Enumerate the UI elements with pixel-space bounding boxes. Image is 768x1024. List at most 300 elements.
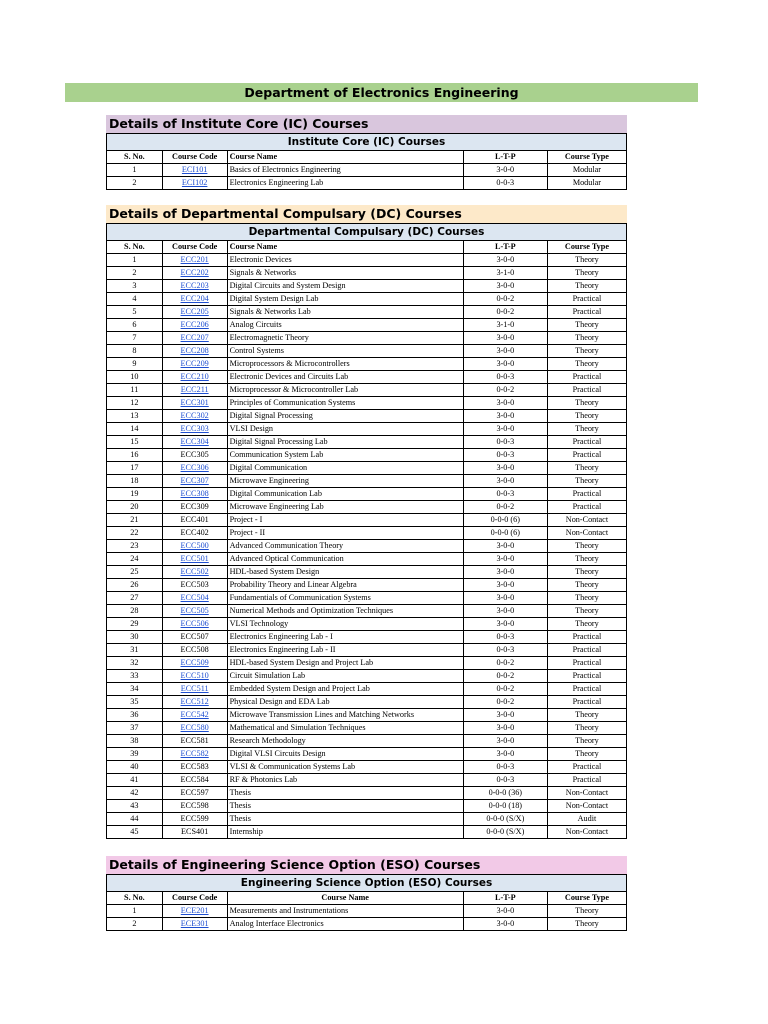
course-name-cell: Numerical Methods and Optimization Techniques [227, 605, 463, 618]
course-type-cell: Non-Contact [547, 787, 626, 800]
table-row [107, 905, 627, 918]
course-name-cell: Research Methodology [227, 735, 463, 748]
ic-rows [107, 164, 627, 190]
course-name-cell: Internship [227, 826, 463, 839]
course-code-cell [162, 918, 227, 931]
course-type-cell: Practical [547, 683, 626, 696]
ic-table-title: Institute Core (IC) Courses [107, 134, 627, 151]
course-code-link[interactable]: ECC501 [180, 554, 209, 563]
course-name-cell: RF & Photonics Lab [227, 774, 463, 787]
serial-number-cell: 31 [107, 644, 163, 657]
course-code-link[interactable]: ECC505 [180, 606, 209, 615]
course-type-cell: Practical [547, 644, 626, 657]
course-code-cell: ECC599 [162, 813, 227, 826]
table-row [107, 332, 627, 345]
course-code-cell [162, 657, 227, 670]
serial-number-cell: 32 [107, 657, 163, 670]
course-code-link[interactable]: ECC209 [180, 359, 209, 368]
table-row [107, 670, 627, 683]
course-code-cell [162, 462, 227, 475]
course-code-link[interactable]: ECE301 [180, 919, 209, 928]
ltp-cell: 3-1-0 [463, 319, 547, 332]
course-code-link[interactable]: ECC208 [180, 346, 209, 355]
course-type-cell: Theory [547, 319, 626, 332]
table-row [107, 358, 627, 371]
course-code-link[interactable]: ECC205 [180, 307, 209, 316]
course-code-link[interactable]: ECC308 [180, 489, 209, 498]
course-code-link[interactable]: ECC207 [180, 333, 209, 342]
eso-rows [107, 905, 627, 931]
ltp-cell: 3-0-0 [463, 164, 547, 177]
course-type-cell: Theory [547, 592, 626, 605]
course-name-cell: Signals & Networks Lab [227, 306, 463, 319]
ltp-cell: 0-0-3 [463, 488, 547, 501]
course-code-link[interactable]: ECC211 [180, 385, 209, 394]
table-row [107, 423, 627, 436]
course-code-cell [162, 436, 227, 449]
ltp-cell: 0-0-2 [463, 657, 547, 670]
course-name-cell: Project - II [227, 527, 463, 540]
course-type-cell: Theory [547, 267, 626, 280]
serial-number-cell: 29 [107, 618, 163, 631]
eso-table-title: Engineering Science Option (ESO) Courses [107, 875, 627, 892]
course-code-cell [162, 488, 227, 501]
course-code-cell [162, 384, 227, 397]
serial-number-cell: 13 [107, 410, 163, 423]
course-name-cell: Digital Circuits and System Design [227, 280, 463, 293]
ltp-cell: 3-0-0 [463, 905, 547, 918]
course-code-cell: ECC503 [162, 579, 227, 592]
course-type-cell: Practical [547, 293, 626, 306]
course-code-cell [162, 267, 227, 280]
course-name-cell: Principles of Communication Systems [227, 397, 463, 410]
serial-number-cell: 22 [107, 527, 163, 540]
course-code-cell [162, 566, 227, 579]
course-code-cell [162, 345, 227, 358]
course-name-cell: Digital Communication [227, 462, 463, 475]
serial-number-cell: 2 [107, 918, 163, 931]
course-name-cell: HDL-based System Design [227, 566, 463, 579]
course-code-cell [162, 683, 227, 696]
course-code-cell: ECC402 [162, 527, 227, 540]
course-code-cell [162, 177, 227, 190]
ic-section-title: Details of Institute Core (IC) Courses [106, 115, 627, 133]
course-type-cell: Practical [547, 449, 626, 462]
course-code-link[interactable]: ECC500 [180, 541, 209, 550]
serial-number-cell: 6 [107, 319, 163, 332]
ltp-cell: 0-0-0 (S/X) [463, 826, 547, 839]
serial-number-cell: 25 [107, 566, 163, 579]
ltp-cell: 3-0-0 [463, 280, 547, 293]
dc-section [106, 205, 627, 839]
course-type-cell: Theory [547, 540, 626, 553]
course-code-link[interactable]: ECI101 [181, 165, 208, 174]
course-code-link[interactable]: ECC206 [180, 320, 209, 329]
serial-number-cell: 2 [107, 177, 163, 190]
table-row [107, 384, 627, 397]
header-code: Course Code [162, 151, 227, 164]
table-row [107, 436, 627, 449]
serial-number-cell: 3 [107, 280, 163, 293]
serial-number-cell: 11 [107, 384, 163, 397]
serial-number-cell: 2 [107, 267, 163, 280]
eso-table [106, 874, 627, 931]
ltp-cell: 0-0-3 [463, 774, 547, 787]
ltp-cell: 3-0-0 [463, 462, 547, 475]
course-name-cell: Physical Design and EDA Lab [227, 696, 463, 709]
course-name-cell: Microwave Engineering [227, 475, 463, 488]
table-row [107, 618, 627, 631]
ltp-cell: 3-0-0 [463, 332, 547, 345]
table-row [107, 462, 627, 475]
course-code-cell [162, 280, 227, 293]
serial-number-cell: 4 [107, 293, 163, 306]
ltp-cell: 0-0-0 (S/X) [463, 813, 547, 826]
ltp-cell: 0-0-3 [463, 761, 547, 774]
course-type-cell: Practical [547, 774, 626, 787]
table-row [107, 761, 627, 774]
course-name-cell: Electronics Engineering Lab - II [227, 644, 463, 657]
table-row [107, 735, 627, 748]
course-type-cell: Theory [547, 462, 626, 475]
ic-header-row [107, 151, 627, 164]
course-code-cell [162, 254, 227, 267]
course-code-cell: ECC597 [162, 787, 227, 800]
table-row [107, 475, 627, 488]
course-name-cell: Probability Theory and Linear Algebra [227, 579, 463, 592]
ltp-cell: 0-0-0 (36) [463, 787, 547, 800]
course-code-cell [162, 410, 227, 423]
course-code-cell [162, 670, 227, 683]
course-code-link[interactable]: ECC204 [180, 294, 209, 303]
header-name: Course Name [227, 241, 463, 254]
course-name-cell: Fundamentials of Communication Systems [227, 592, 463, 605]
course-type-cell: Non-Contact [547, 527, 626, 540]
serial-number-cell: 16 [107, 449, 163, 462]
course-type-cell: Practical [547, 306, 626, 319]
course-code-link[interactable]: ECC504 [180, 593, 209, 602]
header-type: Course Type [547, 892, 626, 905]
course-type-cell: Practical [547, 436, 626, 449]
header-name: Course Name [227, 892, 463, 905]
course-name-cell: Digital System Design Lab [227, 293, 463, 306]
course-code-cell [162, 332, 227, 345]
header-type: Course Type [547, 151, 626, 164]
course-type-cell: Theory [547, 553, 626, 566]
course-type-cell: Theory [547, 332, 626, 345]
serial-number-cell: 33 [107, 670, 163, 683]
course-name-cell: Microwave Transmission Lines and Matching Networks [227, 709, 463, 722]
ltp-cell: 0-0-0 (6) [463, 527, 547, 540]
course-name-cell: Analog Interface Electronics [227, 918, 463, 931]
department-title: Department of Electronics Engineering [65, 83, 698, 102]
ltp-cell: 3-0-0 [463, 345, 547, 358]
course-name-cell: Microprocessors & Microcontrollers [227, 358, 463, 371]
ltp-cell: 0-0-2 [463, 501, 547, 514]
course-type-cell: Practical [547, 761, 626, 774]
course-code-cell [162, 164, 227, 177]
eso-section [106, 856, 627, 931]
table-row [107, 527, 627, 540]
table-row [107, 605, 627, 618]
header-type: Course Type [547, 241, 626, 254]
table-row [107, 306, 627, 319]
serial-number-cell: 40 [107, 761, 163, 774]
course-name-cell: Thesis [227, 787, 463, 800]
course-code-cell [162, 319, 227, 332]
course-code-cell [162, 696, 227, 709]
table-row [107, 410, 627, 423]
serial-number-cell: 44 [107, 813, 163, 826]
course-name-cell: Advanced Communication Theory [227, 540, 463, 553]
serial-number-cell: 43 [107, 800, 163, 813]
ltp-cell: 3-0-0 [463, 475, 547, 488]
course-name-cell: Electromagnetic Theory [227, 332, 463, 345]
serial-number-cell: 42 [107, 787, 163, 800]
course-type-cell: Practical [547, 371, 626, 384]
course-code-cell [162, 605, 227, 618]
ltp-cell: 3-0-0 [463, 748, 547, 761]
table-row [107, 683, 627, 696]
serial-number-cell: 36 [107, 709, 163, 722]
course-code-link[interactable]: ECC203 [180, 281, 209, 290]
eso-header-row [107, 892, 627, 905]
course-code-link[interactable]: ECC306 [180, 463, 209, 472]
course-code-cell: ECC508 [162, 644, 227, 657]
header-ltp: L-T-P [463, 892, 547, 905]
ltp-cell: 0-0-3 [463, 436, 547, 449]
table-row [107, 254, 627, 267]
header-ltp: L-T-P [463, 151, 547, 164]
course-name-cell: Electronics Engineering Lab - I [227, 631, 463, 644]
course-type-cell: Theory [547, 358, 626, 371]
course-type-cell: Theory [547, 566, 626, 579]
course-code-link[interactable]: ECC304 [180, 437, 209, 446]
dc-table-title: Departmental Compulsary (DC) Courses [107, 224, 627, 241]
course-code-link[interactable]: ECC512 [180, 697, 209, 706]
table-row [107, 644, 627, 657]
course-code-cell [162, 748, 227, 761]
table-row [107, 826, 627, 839]
course-name-cell: Communication System Lab [227, 449, 463, 462]
course-code-cell: ECC598 [162, 800, 227, 813]
table-row [107, 787, 627, 800]
ltp-cell: 3-0-0 [463, 579, 547, 592]
course-code-cell [162, 722, 227, 735]
course-code-cell [162, 397, 227, 410]
course-code-cell [162, 358, 227, 371]
course-name-cell: Mathematical and Simulation Techniques [227, 722, 463, 735]
table-row [107, 280, 627, 293]
table-row [107, 293, 627, 306]
course-code-cell: ECC584 [162, 774, 227, 787]
ic-section [106, 115, 627, 190]
course-name-cell: Circuit Simulation Lab [227, 670, 463, 683]
serial-number-cell: 15 [107, 436, 163, 449]
dc-header-row [107, 241, 627, 254]
course-code-link[interactable]: ECC509 [180, 658, 209, 667]
serial-number-cell: 1 [107, 254, 163, 267]
course-type-cell: Practical [547, 670, 626, 683]
course-name-cell: Advanced Optical Communication [227, 553, 463, 566]
course-type-cell: Theory [547, 475, 626, 488]
course-type-cell: Theory [547, 280, 626, 293]
course-name-cell: VLSI & Communication Systems Lab [227, 761, 463, 774]
dc-table [106, 223, 627, 839]
course-name-cell: Basics of Electronics Engineering [227, 164, 463, 177]
serial-number-cell: 35 [107, 696, 163, 709]
serial-number-cell: 34 [107, 683, 163, 696]
course-code-link[interactable]: ECC201 [180, 255, 209, 264]
course-type-cell: Practical [547, 488, 626, 501]
course-type-cell: Theory [547, 905, 626, 918]
serial-number-cell: 28 [107, 605, 163, 618]
serial-number-cell: 19 [107, 488, 163, 501]
table-row [107, 709, 627, 722]
course-code-link[interactable]: ECC542 [180, 710, 209, 719]
course-code-cell [162, 618, 227, 631]
ltp-cell: 0-0-3 [463, 449, 547, 462]
course-type-cell: Non-Contact [547, 514, 626, 527]
serial-number-cell: 17 [107, 462, 163, 475]
course-code-cell [162, 293, 227, 306]
course-code-link[interactable]: ECC502 [180, 567, 209, 576]
course-name-cell: Signals & Networks [227, 267, 463, 280]
serial-number-cell: 12 [107, 397, 163, 410]
course-code-link[interactable]: ECC210 [180, 372, 209, 381]
table-row [107, 813, 627, 826]
ltp-cell: 0-0-2 [463, 384, 547, 397]
course-name-cell: Electronic Devices and Circuits Lab [227, 371, 463, 384]
ltp-cell: 0-0-3 [463, 631, 547, 644]
course-type-cell: Practical [547, 696, 626, 709]
course-name-cell: Digital Signal Processing [227, 410, 463, 423]
course-code-link[interactable]: ECC202 [180, 268, 209, 277]
table-row [107, 696, 627, 709]
course-code-link[interactable]: ECC511 [180, 684, 209, 693]
course-code-link[interactable]: ECC506 [180, 619, 209, 628]
ltp-cell: 3-0-0 [463, 397, 547, 410]
course-name-cell: VLSI Design [227, 423, 463, 436]
ltp-cell: 3-0-0 [463, 254, 547, 267]
ltp-cell: 0-0-3 [463, 177, 547, 190]
ltp-cell: 0-0-2 [463, 293, 547, 306]
course-type-cell: Audit [547, 813, 626, 826]
table-row [107, 319, 627, 332]
ltp-cell: 0-0-2 [463, 696, 547, 709]
dc-rows [107, 254, 627, 839]
eso-section-title: Details of Engineering Science Option (ESO) Courses [106, 856, 627, 874]
course-code-cell: ECC309 [162, 501, 227, 514]
serial-number-cell: 10 [107, 371, 163, 384]
table-row [107, 657, 627, 670]
ltp-cell: 3-0-0 [463, 618, 547, 631]
course-code-link[interactable]: ECC307 [180, 476, 209, 485]
table-row [107, 553, 627, 566]
table-row [107, 540, 627, 553]
course-name-cell: VLSI Technology [227, 618, 463, 631]
course-type-cell: Modular [547, 164, 626, 177]
table-row [107, 177, 627, 190]
course-type-cell: Theory [547, 410, 626, 423]
ltp-cell: 0-0-2 [463, 683, 547, 696]
course-code-cell: ECC401 [162, 514, 227, 527]
course-type-cell: Theory [547, 345, 626, 358]
course-code-link[interactable]: ECI102 [181, 178, 208, 187]
course-name-cell: Microwave Engineering Lab [227, 501, 463, 514]
course-name-cell: Measurements and Instrumentations [227, 905, 463, 918]
course-code-link[interactable]: ECC582 [180, 749, 209, 758]
course-type-cell: Practical [547, 631, 626, 644]
serial-number-cell: 5 [107, 306, 163, 319]
header-code: Course Code [162, 892, 227, 905]
course-code-cell [162, 306, 227, 319]
table-row [107, 631, 627, 644]
ic-table [106, 133, 627, 190]
serial-number-cell: 8 [107, 345, 163, 358]
course-type-cell: Theory [547, 397, 626, 410]
header-sno: S. No. [107, 151, 163, 164]
course-code-link[interactable]: ECC580 [180, 723, 209, 732]
table-row [107, 722, 627, 735]
ltp-cell: 3-0-0 [463, 410, 547, 423]
course-name-cell: Thesis [227, 813, 463, 826]
course-code-link[interactable]: ECC510 [180, 671, 209, 680]
course-type-cell: Theory [547, 254, 626, 267]
course-code-cell [162, 553, 227, 566]
table-row [107, 345, 627, 358]
ltp-cell: 3-0-0 [463, 553, 547, 566]
course-name-cell: HDL-based System Design and Project Lab [227, 657, 463, 670]
serial-number-cell: 24 [107, 553, 163, 566]
course-code-cell: ECC583 [162, 761, 227, 774]
serial-number-cell: 37 [107, 722, 163, 735]
ltp-cell: 0-0-3 [463, 644, 547, 657]
table-row [107, 748, 627, 761]
ltp-cell: 3-1-0 [463, 267, 547, 280]
serial-number-cell: 21 [107, 514, 163, 527]
course-code-link[interactable]: ECC301 [180, 398, 209, 407]
course-code-link[interactable]: ECC302 [180, 411, 209, 420]
course-type-cell: Theory [547, 722, 626, 735]
course-type-cell: Theory [547, 748, 626, 761]
course-code-link[interactable]: ECC303 [180, 424, 209, 433]
table-row [107, 566, 627, 579]
course-type-cell: Modular [547, 177, 626, 190]
course-code-cell [162, 423, 227, 436]
course-code-link[interactable]: ECE201 [180, 906, 209, 915]
ltp-cell: 0-0-3 [463, 371, 547, 384]
course-code-cell [162, 905, 227, 918]
ltp-cell: 3-0-0 [463, 566, 547, 579]
table-row [107, 449, 627, 462]
serial-number-cell: 1 [107, 905, 163, 918]
course-code-cell: ECC305 [162, 449, 227, 462]
course-name-cell: Electronic Devices [227, 254, 463, 267]
course-type-cell: Theory [547, 618, 626, 631]
course-type-cell: Non-Contact [547, 826, 626, 839]
ltp-cell: 0-0-2 [463, 306, 547, 319]
course-type-cell: Non-Contact [547, 800, 626, 813]
table-row [107, 579, 627, 592]
course-name-cell: Project - I [227, 514, 463, 527]
ltp-cell: 0-0-0 (6) [463, 514, 547, 527]
serial-number-cell: 45 [107, 826, 163, 839]
serial-number-cell: 18 [107, 475, 163, 488]
course-name-cell: Electronics Engineering Lab [227, 177, 463, 190]
course-code-cell: ECC507 [162, 631, 227, 644]
course-name-cell: Microprocessor & Microcontroller Lab [227, 384, 463, 397]
